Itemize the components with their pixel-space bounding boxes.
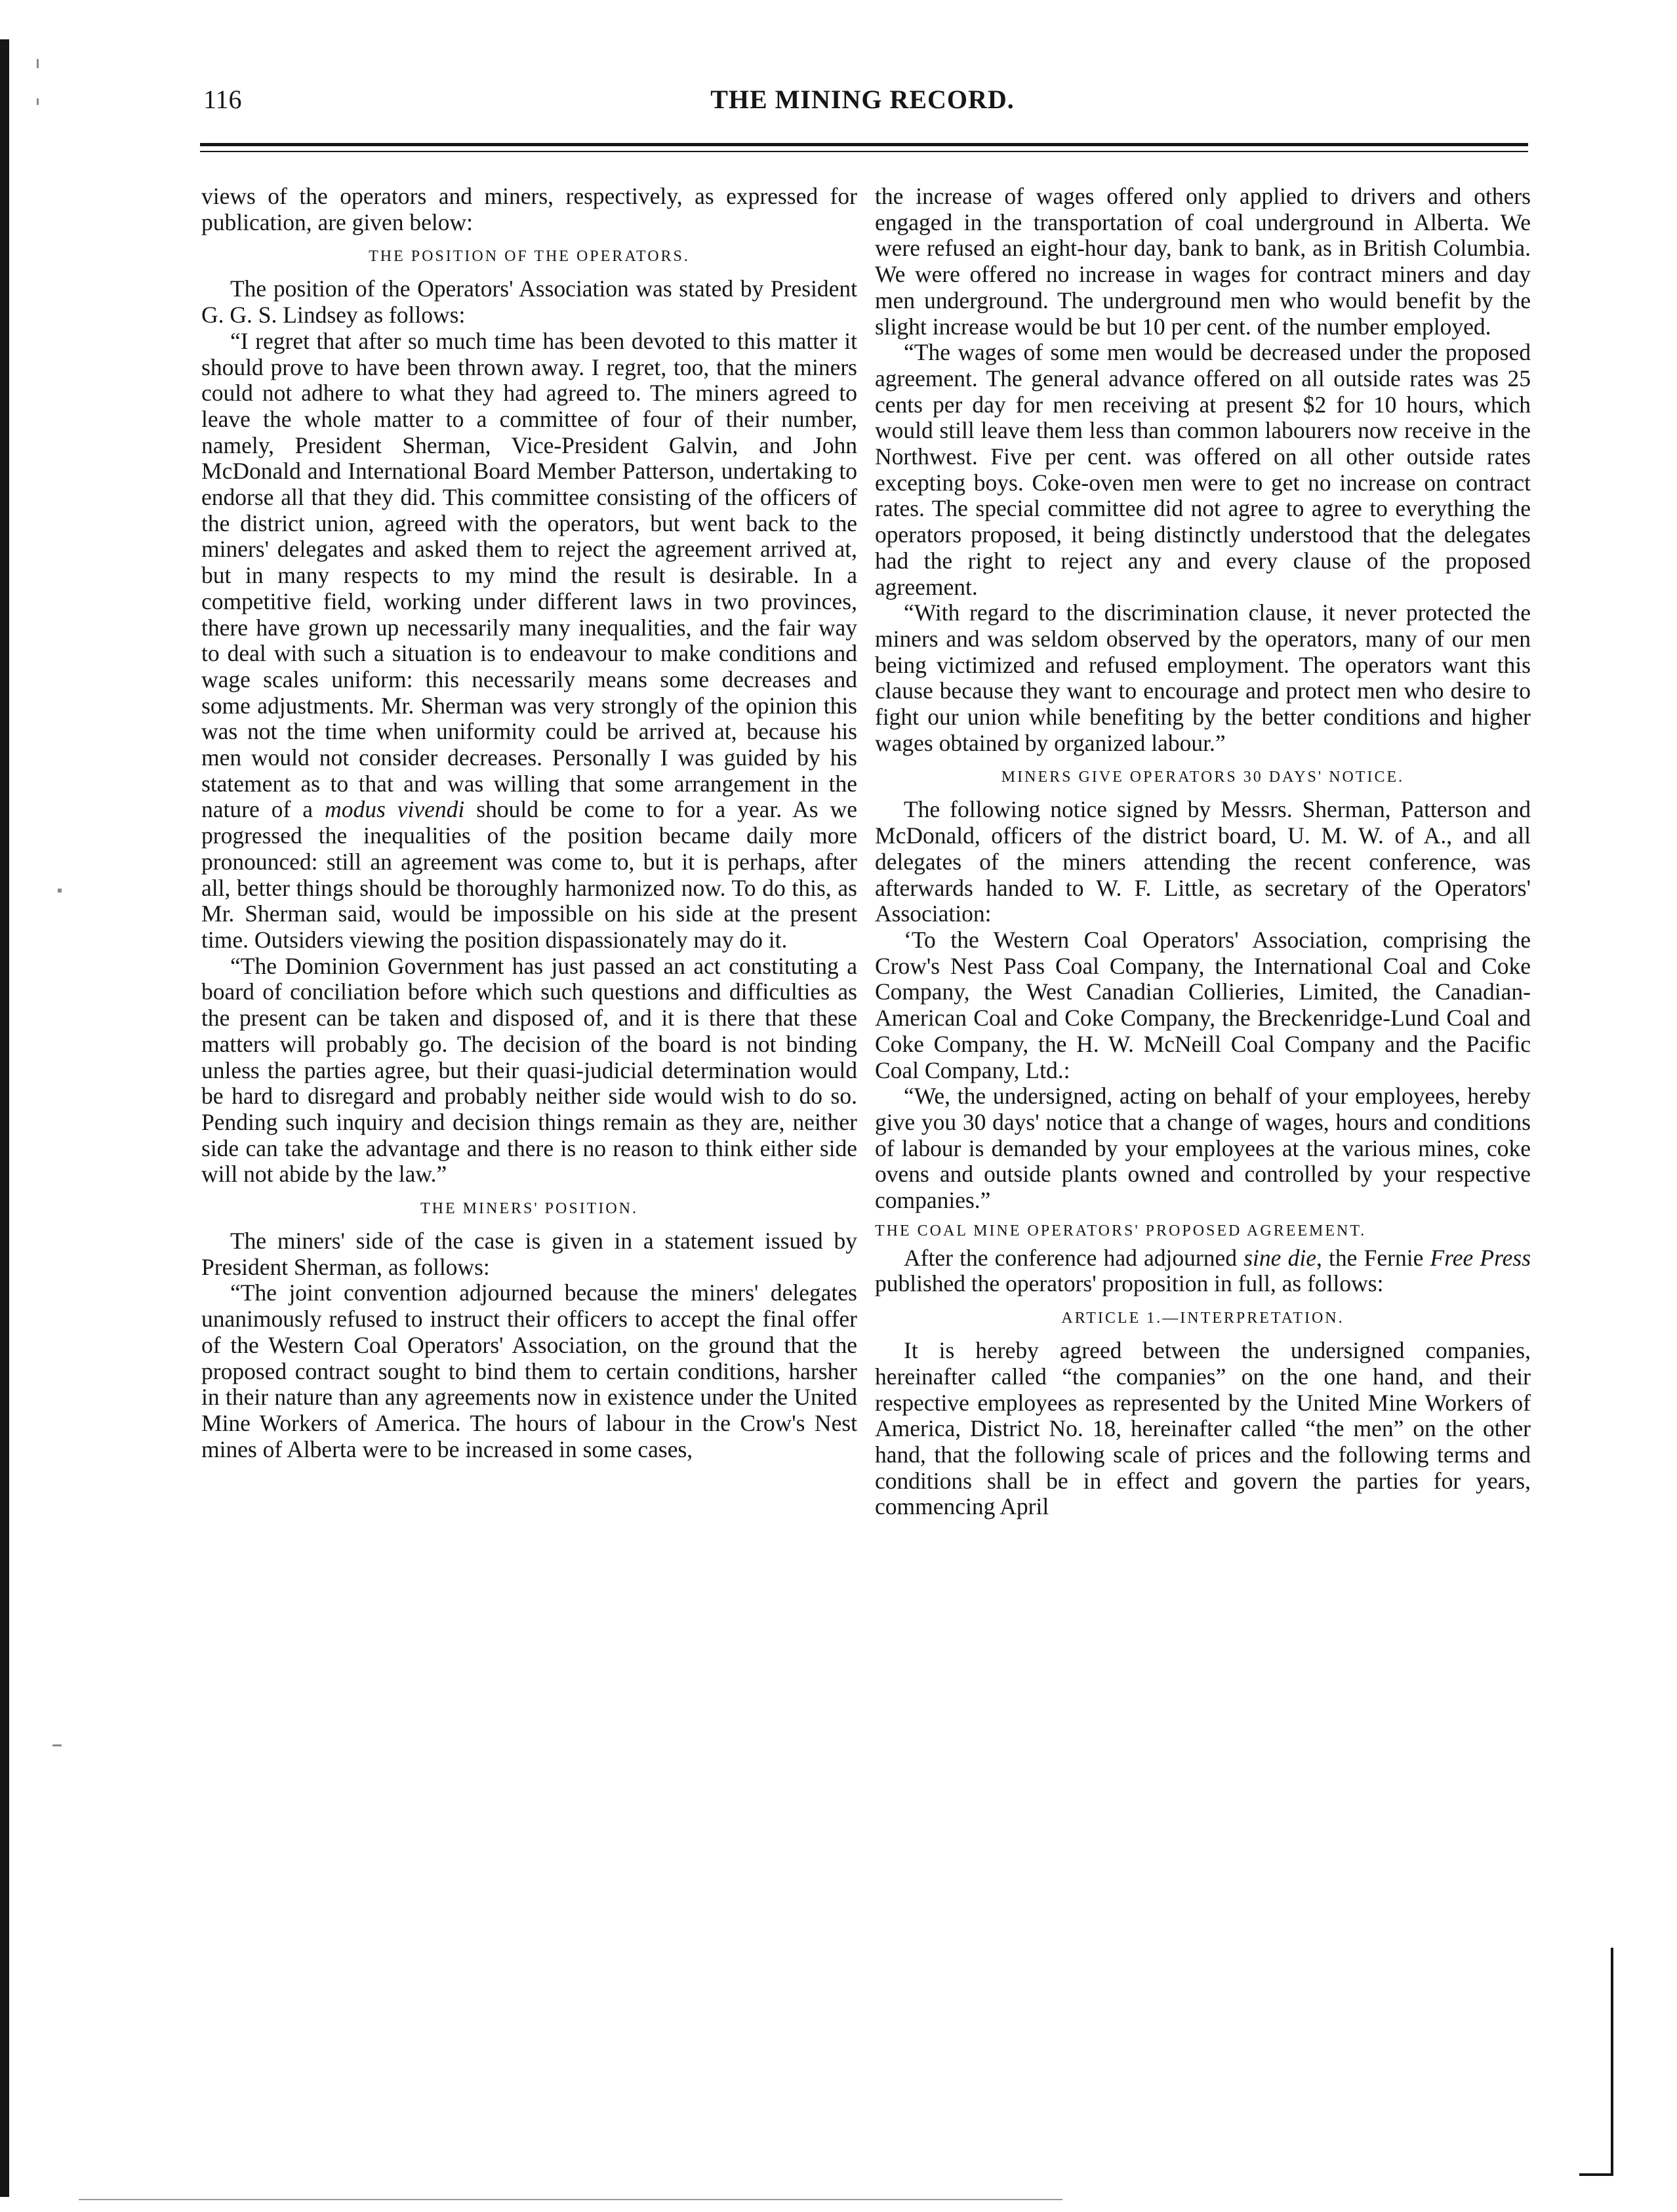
continued-paragraph: the increase of wages offered only applied to drivers and others engaged in the transportation of coal underground in Alberta. We were refused an eight-hour day, bank to bank, as in British Columbia. We were offered no increase in wages for contract miners and day men underground. The underground men who would benefit by the slight increase would be but 10 per cent. of the number employed. (875, 184, 1531, 340)
operators-statement-text: “I regret that after so much time has been devoted to this matter it should prove to have been thrown away. I regret, too, that the miners could not adhere to what they had agreed to. The miners agreed to leave the whole matter to a committee of four of their number, namely, President Sherman, Vice-President Galvin, and John McDonald and International Board Member Patterson, undertaking to endorse all that they did. This committee consisting of the officers of the district union, agreed with the operators, but went back to the miners' delegates and asked them to reject the agreement arrived at, but in many respects to my mind the result is desirable. In a competitive field, working under different laws in two provinces, there have grown up necessarily many inequalities, and the fair way to deal with such a situation is to endeavour to make conditions and wage scales uniform: this necessarily means some decreases and some adjustments. Mr. Sherman was very strongly of the opinion this was not the time when uniformity could be arrived at, because his men would not consider decreases. Personally I was guided by his statement as to that and was willing that some arrangement in the nature of a (201, 327, 857, 823)
operators-paragraph-3: “The Dominion Government has just passed an act constituting a board of conciliation before which such questions and difficulties as the present can be taken and disposed of, and it is there that these matters will probably go. The decision of the board is not binding unless the parties agree, but their quasi-judicial determination would be hard to disregard and probably neither side would wish to do so. Pending such inquiry and decision things remain as they are, neither side can take the advantage and there is no reason to think either side will not abide by the law.” (201, 952, 857, 1188)
notice-paragraph-3: “We, the undersigned, acting on behalf of your employees, hereby give you 30 days' notice that a change of wages, hours and conditions of labour is demanded by your employees at the various mines, coke ovens and outside plants owned and controlled by your respective companies.” (875, 1083, 1531, 1214)
discrimination-paragraph: “With regard to the discrimination clause, it never protected the miners and was seldom observed by the operators, many of our men being victimized and refused employment. The operators want this clause because they want to encourage and protect men who desire to fight our union while benefiting by the better conditions and higher wages obtained by organized labour.” (875, 599, 1531, 756)
wages-paragraph: “The wages of some men would be decreased under the proposed agreement. The general advance offered on all outside rates was 25 cents per day for men receiving at present $2 for 10 hours, which would still leave them less than common labourers now receive in the Northwest. Five per cent. was offered on all other outside rates excepting boys. Coke-oven men were to get no increase on contract rates. The special committee did not agree to agree to everything the operators proposed, it being distinctly understood that the delegates had the right to reject any and every clause of the proposed agreement. (875, 339, 1531, 600)
notice-paragraph-2: ‘To the Western Coal Operators' Association, comprising the Crow's Nest Pass Coal Company, the International Coal and Coke Company, the West Canadian Collieries, Limited, the Canadian-American Coal and Coke Company, the Breckenridge-Lund Coal and Coke Company, the H. W. McNeill Coal Company and the Pacific Coal Company, Ltd.: (875, 926, 1531, 1083)
section-heading-article: ARTICLE 1.—INTERPRETATION. (1061, 1310, 1344, 1327)
page-number: 116 (203, 85, 242, 114)
agreement-paragraph (875, 1245, 1531, 1297)
italic-phrase: sine die (1243, 1244, 1316, 1271)
italic-phrase: modus vivendi (325, 796, 465, 823)
margin-speck (37, 98, 39, 105)
footer-rule (79, 2199, 1062, 2200)
publication-title: THE MINING RECORD. (710, 85, 1015, 114)
section-heading-operators: THE POSITION OF THE OPERATORS. (369, 248, 690, 266)
page-header (197, 84, 1528, 130)
notice-paragraph-1: The following notice signed by Messrs. Sherman, Patterson and McDonald, officers of the district board, U. M. W. of A., and all delegates of the miners attending the recent conference, was afterwards handed to W. F. Little, as secretary of the Operators' Association: (875, 796, 1531, 927)
operators-paragraph-2 (201, 329, 857, 954)
header-rule-bottom (200, 151, 1528, 152)
agreement-text-a: After the conference had adjourned (904, 1244, 1244, 1271)
right-column (875, 184, 1531, 2085)
agreement-text-b: , the Fernie (1316, 1244, 1430, 1271)
agreement-text-c: published the operators' proposition in full, as follows: (875, 1270, 1384, 1297)
operators-statement-text-end: should be come to for a year. As we progressed the inequalities of the position became daily more pronounced: still an agreement was come to, but it is perhaps, after all, better things should be thoroughly harmonized now. To do this, as Mr. Sherman said, would be impossible on his side at the present time. Outsiders viewing the position dispassionately may do it. (201, 796, 857, 953)
margin-speck (37, 59, 39, 68)
operators-paragraph-1: The position of the Operators' Association was stated by President G. G. S. Lindsey as follows: (201, 275, 857, 329)
section-heading-agreement: THE COAL MINE OPERATORS' PROPOSED AGREEMENT. (875, 1222, 1367, 1239)
intro-paragraph: views of the operators and miners, respectively, as expressed for publication, are given below: (201, 184, 857, 235)
margin-speck (58, 889, 62, 893)
section-heading-miners: THE MINERS' POSITION. (420, 1200, 638, 1218)
scan-edge-border (0, 39, 9, 2197)
scan-corner-mark (1611, 1948, 1613, 2174)
miners-paragraph-1: The miners' side of the case is given in a statement issued by President Sherman, as follows: (201, 1228, 857, 1280)
miners-paragraph-2: “The joint convention adjourned because the miners' delegates unanimously refused to instruct their officers to accept the final offer of the Western Coal Operators' Association, on the ground that the proposed contract sought to bind them to certain conditions, harsher in their nature than any agreements now in existence under the United Mine Workers of America. The hours of labour in the Crow's Nest mines of Alberta were to be increased in some cases, (201, 1279, 857, 1462)
section-heading-notice: MINERS GIVE OPERATORS 30 DAYS' NOTICE. (1001, 769, 1405, 786)
left-column (201, 184, 857, 2085)
margin-speck (52, 1744, 62, 1746)
header-rule-top (200, 143, 1528, 146)
italic-phrase: Free Press (1430, 1244, 1531, 1271)
scan-corner-mark-foot (1579, 2173, 1613, 2176)
article-paragraph: It is hereby agreed between the undersigned companies, hereinafter called “the companies” on the one hand, and their respective employees as represented by the United Mine Workers of America, District No. 18, hereinafter called “the men” on the other hand, that the following scale of prices and the following terms and conditions shall be in effect and govern the parties for years, commencing April (875, 1337, 1531, 1520)
